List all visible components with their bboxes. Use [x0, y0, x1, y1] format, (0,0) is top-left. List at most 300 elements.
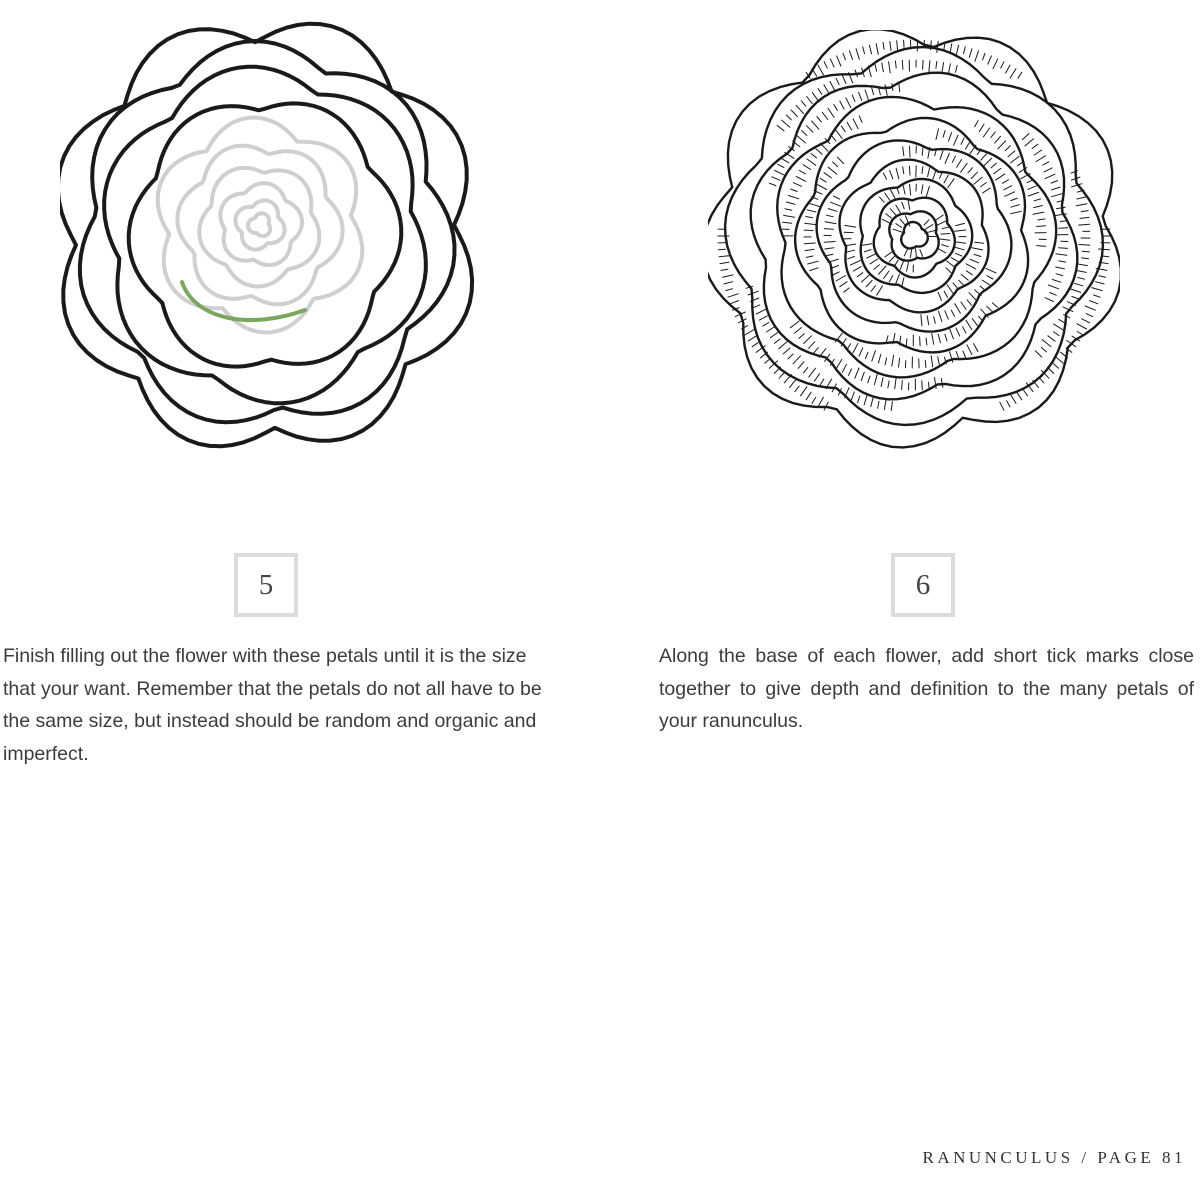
tick-mark [801, 387, 807, 396]
tick-mark [801, 101, 806, 106]
tick-mark [730, 301, 738, 304]
tick-mark [817, 184, 827, 189]
tick-mark [929, 61, 930, 72]
tick-mark [1077, 332, 1083, 336]
tick-mark [1024, 390, 1028, 396]
tick-mark [972, 248, 983, 250]
tick-mark [864, 250, 871, 252]
tick-mark [967, 345, 972, 355]
tick-mark [1050, 293, 1057, 296]
tick-mark [1010, 69, 1016, 78]
tick-mark [925, 361, 926, 368]
tick-mark [890, 209, 896, 216]
tick-mark [972, 319, 977, 326]
tick-mark [971, 172, 977, 178]
tick-mark [793, 183, 801, 187]
tick-mark [938, 357, 940, 366]
tick-mark [970, 145, 976, 154]
tick-mark [927, 316, 929, 325]
tick-mark [932, 333, 934, 344]
tick-mark [775, 171, 785, 176]
tick-mark [1072, 296, 1079, 299]
tick-mark [1056, 267, 1065, 269]
tick-mark [883, 173, 886, 179]
tick-mark [763, 323, 769, 327]
tick-mark [963, 351, 966, 358]
tick-mark [896, 168, 899, 179]
tick-mark [853, 343, 858, 353]
tick-mark [925, 225, 933, 230]
tick-mark [874, 374, 877, 385]
tick-mark [902, 60, 903, 69]
tick-mark [926, 338, 927, 345]
tick-mark [949, 133, 952, 142]
tick-mark [852, 95, 855, 101]
tick-mark [846, 98, 851, 108]
petal-outline [777, 97, 1056, 378]
tick-mark [981, 183, 987, 187]
tick-mark [947, 261, 956, 268]
tick-mark [937, 42, 938, 53]
tick-mark [891, 190, 896, 200]
tick-mark [953, 283, 959, 290]
tick-mark [1045, 174, 1055, 178]
tick-mark [1099, 276, 1106, 278]
tick-mark [907, 262, 909, 271]
tick-mark [864, 394, 867, 405]
tick-mark [878, 354, 880, 363]
tick-mark [820, 143, 828, 151]
tick-mark [772, 177, 780, 181]
tick-mark [1022, 134, 1029, 140]
tick-mark [890, 42, 891, 51]
tick-mark [777, 125, 784, 131]
tick-mark [891, 402, 892, 411]
tick-mark [992, 303, 997, 308]
tick-mark [938, 292, 942, 300]
tick-mark [987, 306, 994, 312]
tick-mark [871, 286, 875, 292]
tick-mark [880, 197, 885, 202]
tick-mark [967, 271, 973, 275]
tick-mark [922, 147, 923, 156]
tick-mark [1078, 278, 1085, 280]
tick-mark [788, 354, 793, 359]
tick-mark [1070, 289, 1080, 293]
step-number-box-6 [891, 553, 955, 617]
tick-mark [941, 234, 950, 235]
tick-mark [720, 262, 729, 263]
tick-marks [718, 40, 1110, 411]
tick-mark [842, 75, 846, 83]
tick-mark [1056, 254, 1067, 255]
tick-mark [843, 53, 846, 60]
tick-mark [861, 275, 869, 282]
tick-mark [1076, 204, 1087, 206]
tick-mark [871, 398, 873, 407]
tick-mark [833, 272, 839, 275]
tick-mark [910, 146, 911, 157]
tick-mark [824, 85, 829, 93]
tick-mark [897, 41, 898, 52]
tick-mark [875, 64, 877, 71]
tick-mark [788, 196, 798, 199]
tick-mark [719, 249, 726, 250]
tick-mark [809, 342, 815, 349]
tick-mark [853, 267, 861, 272]
tick-mark [1034, 199, 1041, 201]
tick-mark [881, 378, 883, 387]
tick-mark [1003, 180, 1009, 184]
tick-mark [798, 362, 804, 369]
tick-mark [921, 185, 923, 194]
tick-mark [815, 148, 822, 154]
tick-mark [859, 116, 862, 122]
tick-mark [805, 249, 814, 250]
tick-mark [796, 177, 806, 182]
tick-mark [803, 165, 811, 170]
section-title: RANUNCULUS [922, 1148, 1074, 1167]
tick-mark [836, 78, 839, 84]
tick-mark [938, 334, 940, 343]
tick-mark [957, 242, 966, 243]
tick-mark [828, 167, 837, 174]
tick-mark [837, 56, 841, 66]
tick-mark [956, 223, 965, 225]
page-number: PAGE 81 [1097, 1148, 1186, 1167]
tick-mark [892, 355, 894, 366]
tick-mark [778, 164, 784, 167]
tick-mark [1039, 378, 1044, 383]
tick-mark [939, 311, 942, 322]
tick-mark [993, 59, 998, 69]
tick-mark [890, 170, 893, 178]
tick-mark [1041, 347, 1046, 352]
tick-mark [1001, 62, 1004, 68]
tick-mark [920, 250, 923, 256]
tick-mark [802, 131, 807, 136]
tick-mark [955, 304, 961, 313]
tick-mark [1086, 314, 1092, 317]
tick-mark [885, 193, 890, 200]
tick-mark [876, 44, 878, 55]
tick-mark [833, 162, 838, 167]
tick-mark [806, 392, 811, 400]
tick-mark [809, 203, 820, 206]
step-number: 5 [258, 568, 274, 601]
tick-mark [866, 280, 872, 287]
tick-mark [719, 256, 730, 257]
tick-mark [848, 257, 855, 259]
tick-mark [899, 83, 900, 92]
tick-mark [786, 202, 795, 204]
tick-mark [974, 177, 982, 184]
petal-outline [817, 140, 1012, 331]
tick-mark [820, 178, 826, 182]
tick-mark [837, 157, 843, 164]
tick-mark [979, 124, 984, 132]
shaded-petals [708, 30, 1120, 447]
tick-mark [888, 381, 889, 388]
tick-mark [1079, 245, 1090, 246]
tick-mark [830, 59, 834, 67]
tick-mark [889, 256, 895, 263]
tick-mark [822, 112, 827, 119]
tick-mark [991, 132, 995, 138]
tick-mark [991, 163, 996, 168]
tick-mark [988, 56, 992, 64]
tick-mark [748, 291, 758, 295]
footer-separator: / [1081, 1148, 1090, 1167]
tick-mark [728, 294, 739, 297]
tick-mark [961, 275, 968, 281]
tick-mark [944, 175, 948, 183]
tick-mark [828, 209, 837, 212]
tick-mark [724, 282, 733, 284]
tick-mark [981, 154, 987, 161]
tick-mark [1042, 340, 1051, 347]
tick-mark [896, 224, 902, 228]
tick-mark [995, 136, 1001, 143]
tick-mark [1053, 364, 1058, 369]
tick-mark [893, 229, 903, 232]
tick-mark [790, 380, 796, 387]
tick-mark [858, 396, 860, 403]
tick-mark [892, 84, 893, 91]
tick-mark [828, 108, 834, 117]
tick-mark [779, 342, 787, 349]
tick-mark [799, 170, 805, 174]
tick-mark [984, 158, 992, 166]
tick-mark [840, 282, 847, 287]
tick-mark [885, 251, 894, 257]
tick-mark [868, 376, 870, 383]
tick-mark [824, 229, 833, 230]
tick-mark [926, 186, 929, 197]
tick-mark [807, 210, 816, 212]
tick-mark [824, 173, 831, 178]
tick-mark [790, 321, 799, 328]
tick-mark [1052, 280, 1061, 283]
step-number-box-5 [234, 553, 298, 617]
tick-mark [865, 90, 869, 100]
tick-mark [774, 367, 780, 373]
tick-mark [745, 329, 755, 335]
tick-mark [1033, 212, 1044, 214]
tick-mark [941, 378, 943, 387]
tick-mark [966, 141, 971, 149]
tick-mark [870, 259, 878, 264]
tick-mark [1060, 221, 1067, 222]
tick-mark [1095, 282, 1104, 284]
tick-mark [1011, 205, 1020, 208]
tick-mark [983, 188, 991, 193]
tick-mark [987, 276, 993, 279]
tick-mark [825, 222, 836, 224]
tick-mark [834, 105, 838, 111]
tick-mark [1054, 324, 1063, 330]
tick-mark [922, 167, 923, 174]
tick-mark [894, 260, 898, 266]
tick-mark [759, 316, 767, 320]
tick-mark [963, 327, 966, 333]
tick-mark [1056, 274, 1063, 276]
tick-mark [1007, 401, 1010, 407]
tick-mark [849, 369, 852, 375]
tick-mark [885, 358, 887, 365]
tick-mark [938, 249, 946, 253]
tick-mark [975, 121, 978, 127]
tick-mark [940, 151, 943, 160]
tick-mark [970, 259, 978, 262]
tick-mark [951, 310, 954, 316]
tick-mark [909, 166, 910, 175]
tick-mark [809, 368, 816, 377]
tick-mark [956, 45, 959, 56]
tick-mark [1010, 394, 1016, 403]
tick-mark [1048, 336, 1055, 341]
tick-mark [781, 158, 789, 163]
tick-mark [1079, 264, 1088, 266]
tick-mark [952, 156, 955, 162]
tick-mark [767, 326, 776, 332]
tick-mark [824, 62, 827, 68]
tick-mark [795, 386, 799, 392]
tick-mark [1052, 187, 1061, 190]
tick-mark [1074, 283, 1083, 286]
tick-mark [1037, 226, 1046, 227]
tick-mark [902, 202, 904, 209]
tick-mark [1004, 186, 1012, 190]
tick-mark [1053, 332, 1059, 336]
tick-mark [885, 85, 887, 96]
tick-mark [859, 92, 862, 100]
tick-mark [959, 280, 964, 285]
tick-mark [889, 276, 892, 282]
tick-mark [983, 128, 989, 137]
tick-mark [969, 293, 977, 301]
tick-mark [1025, 139, 1034, 146]
tick-mark [1056, 207, 1065, 209]
tick-mark [824, 242, 835, 243]
tick-mark [945, 334, 947, 341]
tick-mark [924, 220, 929, 225]
tick-mark [961, 138, 964, 144]
tick-mark [955, 230, 966, 231]
tick-mark [947, 285, 953, 294]
tick-mark [845, 225, 856, 227]
tick-mark [877, 286, 883, 295]
tick-mark [799, 334, 804, 339]
tick-mark [872, 88, 874, 95]
tick-mark [943, 131, 945, 138]
tick-mark [825, 248, 834, 249]
tick-mark [1085, 306, 1095, 310]
tick-mark [812, 92, 818, 101]
tick-mark [856, 49, 859, 60]
tick-mark [1059, 248, 1068, 249]
tick-mark [863, 244, 872, 246]
tick-mark [807, 126, 813, 132]
tick-mark [928, 168, 930, 177]
tick-mark [966, 320, 972, 329]
page-footer [922, 1148, 1186, 1168]
tick-mark [786, 115, 791, 120]
tick-mark [1090, 301, 1098, 304]
tick-mark [833, 196, 839, 199]
tick-mark [1028, 186, 1036, 190]
tick-mark [847, 122, 852, 130]
tick-mark [936, 62, 937, 69]
tick-mark [1052, 194, 1063, 197]
tick-mark [998, 141, 1006, 149]
tick-mark [945, 153, 949, 163]
highlighted-petal [182, 282, 305, 320]
tick-mark [1043, 162, 1049, 165]
tick-mark [1010, 156, 1019, 163]
step-6-instructions: Along the base of each flower, add short tick marks close together to give depth and definition to the many petals of your ranunculus. [659, 645, 1194, 732]
tick-mark [842, 364, 846, 372]
tick-mark [921, 315, 922, 326]
tick-mark [1008, 151, 1015, 157]
tick-mark [929, 382, 930, 389]
tick-mark [812, 121, 819, 129]
tick-mark [803, 367, 807, 373]
tick-mark [1032, 144, 1038, 148]
tick-mark [948, 179, 954, 188]
tick-mark [812, 397, 816, 403]
tick-mark [1082, 258, 1089, 259]
tick-mark [857, 273, 863, 277]
tick-mark [1034, 206, 1043, 208]
tick-mark [974, 344, 978, 352]
tick-mark [936, 129, 939, 140]
tick-mark [775, 339, 781, 343]
tick-mark [1079, 224, 1090, 225]
tick-mark [1011, 211, 1022, 214]
tick-mark [895, 378, 896, 389]
tick-mark [904, 250, 907, 256]
tick-mark [883, 43, 884, 50]
tick-mark [954, 247, 965, 250]
ranunculus-step6-illustration [708, 30, 1120, 454]
tick-mark [726, 289, 733, 291]
tick-mark [783, 222, 792, 223]
tick-mark [1028, 192, 1038, 196]
tick-mark [1092, 288, 1103, 291]
tick-mark [855, 368, 859, 378]
tick-mark [1018, 72, 1022, 78]
tick-mark [840, 101, 844, 109]
tick-mark [884, 271, 889, 278]
tick-mark [807, 97, 813, 104]
tick-mark [812, 69, 817, 77]
tick-mark [844, 288, 850, 292]
tick-mark [826, 215, 833, 217]
tick-mark [1077, 324, 1087, 329]
tick-mark [1080, 217, 1089, 218]
tick-mark [1102, 256, 1109, 257]
tick-mark [1099, 249, 1110, 250]
tick-mark [841, 126, 845, 132]
tick-mark [722, 275, 733, 277]
step-number: 6 [915, 568, 931, 601]
tick-mark [782, 120, 790, 127]
tick-mark [994, 168, 1001, 174]
tick-mark [748, 336, 756, 341]
tick-mark [804, 336, 812, 344]
tick-mark [1081, 211, 1088, 212]
